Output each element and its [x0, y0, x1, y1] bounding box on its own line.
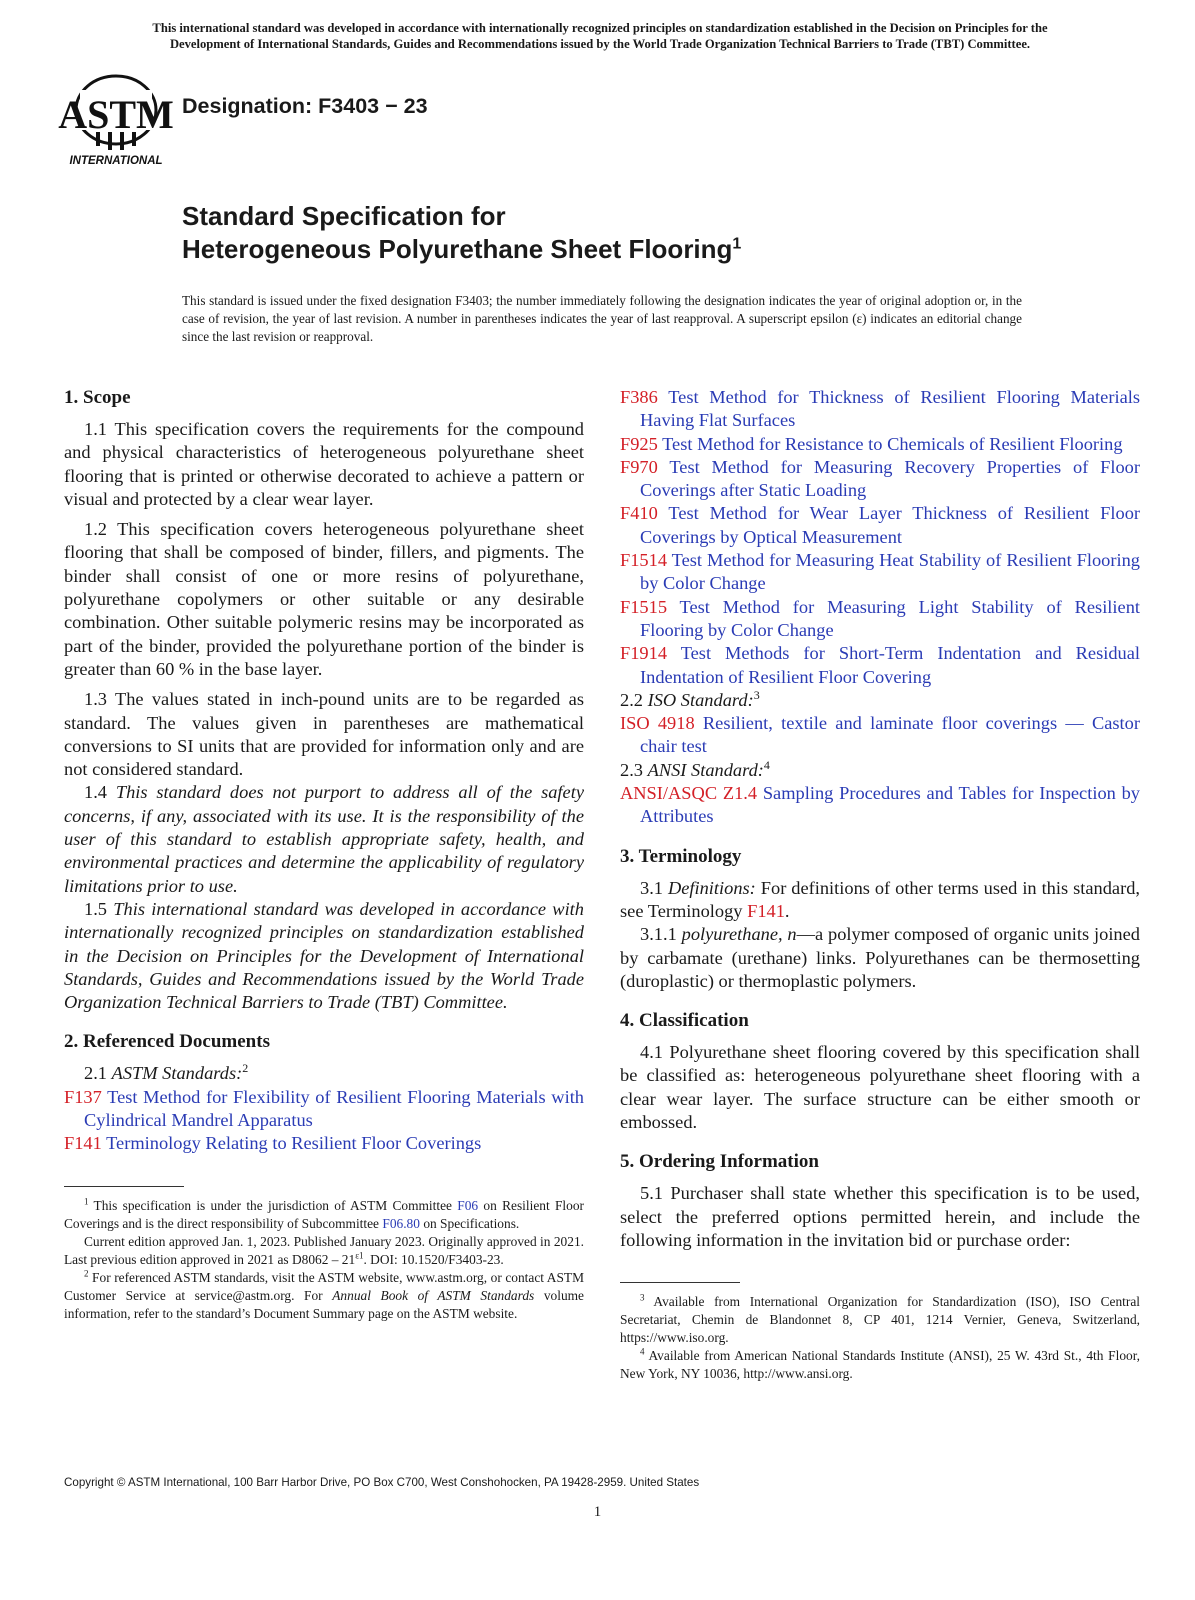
para-2-1-num: 2.1: [84, 1063, 107, 1084]
page-number: 1: [593, 1504, 602, 1520]
footnote-4: $^4$ Available from American National Standards Institute (ANSI), 25 W. 43rd St., 4th Floor, New York, NY 10036, http://www.ansi.org.: [620, 1346, 1140, 1382]
para-1-2: 1.2 This specification covers heterogeneous polyurethane sheet flooring that shall be composed of binder, fillers, and pigments. The binder shall consist of one or more resins of polyurethane, polyurethane copolymers or other suitable or any desirable combination. Other suitable polymeric resins may be incorporated as part of the binder, provided the polyurethane portion of the binder is greater than 60 % in the base layer.: [64, 519, 584, 679]
ref-title[interactable]: Test Method for Thickness of Resilient Flooring Materials Having Flat Surfaces: [640, 387, 1140, 431]
document-title: [182, 200, 741, 266]
para-1-3: 1.3 The values stated in inch-pound units are to be regarded as standard. The values given in parentheses are mathematical conversions to SI units that are provided for information only and are not considered standard.: [64, 689, 584, 780]
wto-notice: [60, 20, 1140, 52]
ref-title[interactable]: Sampling Procedures and Tables for Inspection by Attributes: [640, 783, 1140, 827]
notice-line-2: Development of International Standards, Guides and Recommendations issued by the World Trade Organization Technical Barriers to Trade (TBT) Committee.: [169, 37, 1031, 51]
ref-title[interactable]: Test Method for Measuring Heat Stability of Resilient Flooring by Color Change: [640, 550, 1140, 594]
para-2-3-num: 2.3: [620, 759, 643, 780]
ref-code[interactable]: F141: [64, 1133, 102, 1154]
para-3-1-1-text: —a polymer composed of organic units joined by carbamate (urethane) links. Polyurethanes can be thermosetting (duroplastic) or thermoplastic polymers.: [620, 924, 1140, 991]
ref-item[interactable]: [64, 1086, 584, 1133]
footnote-1-edition: [64, 1233, 584, 1269]
section-ordering-heading: 5. Ordering Information: [620, 1151, 819, 1173]
para-2-3: [620, 759, 1140, 782]
ref-code[interactable]: F137: [64, 1086, 102, 1107]
footnote-3: $^3$ Available from International Organization for Standardization (ISO), ISO Central Secretariat, Chemin de Blandonnet 8, CP 401, 1214 Vernier, Geneva, Switzerland, https://www.iso.org.: [620, 1292, 1140, 1346]
para-1-5-num: 1.5: [84, 898, 107, 919]
copyright-line: Copyright © ASTM International, 100 Barr Harbor Drive, PO Box C700, West Conshohocken, PA 19428-2959. United States: [64, 1476, 700, 1489]
footnote-1: $^1$ This specification is under the jurisdiction of ASTM Committee F06 on Resilient Floor Coverings and is the direct responsibility of Subcommittee F06.80 on Specifications.: [64, 1196, 584, 1231]
footnote-2: $^2$ For referenced ASTM standards, visit the ASTM website, www.astm.org, or contact ASTM Customer Service at service@astm.org. For Annual Book of ASTM Standards volume information, refer to the standard’s Document Summary page on the ASTM website.: [64, 1268, 584, 1321]
ref-title[interactable]: Test Methods for Short-Term Indentation and Residual Indentation of Resilient Floor Covering: [640, 643, 1141, 687]
para-2-2-label: ISO Standard:: [647, 689, 754, 710]
ref-item[interactable]: [620, 502, 1140, 549]
ref-item[interactable]: [620, 433, 1140, 456]
notice-line-1: This international standard was developed in accordance with internationally recognized principles on standardization established in the Decision on Principles for the: [152, 21, 1048, 35]
title-line-2-text: Heterogeneous Polyurethane Sheet Flooring: [182, 234, 733, 264]
fn1-text-b: on Resilient Floor Coverings and is the direct responsibility of Subcommittee: [64, 1197, 584, 1231]
issuance-statement: This standard is issued under the fixed designation F3403; the number immediately following the designation indicates the year of original adoption or, in the case of revision, the year of last revision. A number in parentheses indicates the year of last reapproval. A superscript epsilon (ε) indicates an editorial change since the last revision or reapproval.: [182, 293, 1022, 344]
ref-code[interactable]: ISO 4918: [620, 713, 695, 734]
section-classification-heading: 4. Classification: [620, 1010, 749, 1032]
ref-item[interactable]: [620, 456, 1140, 503]
astm-logo: [58, 70, 174, 168]
fn1-edition-a: Current edition approved Jan. 1, 2023. Published January 2023. Originally approved in 2021. Last previous edition approved in 2021 as D8062 – 21: [64, 1233, 584, 1267]
para-2-2-num: 2.2: [620, 689, 643, 710]
para-3-1-label: Definitions:: [667, 877, 756, 898]
fn1-link-f0680[interactable]: F06.80: [382, 1215, 420, 1231]
para-3-1-1: [620, 923, 1140, 993]
para-2-2: [620, 689, 1140, 712]
section-terminology-heading: 3. Terminology: [620, 845, 742, 867]
ref-title[interactable]: Test Method for Resistance to Chemicals of Resilient Flooring: [662, 433, 1123, 454]
para-4-1: 4.1 Polyurethane sheet flooring covered by this specification shall be classified as: heterogeneous polyurethane sheet flooring with a clear wear layer. The surface structure can be either smooth or embossed.: [620, 1042, 1140, 1133]
title-line-2: [182, 233, 741, 266]
ref-title[interactable]: Test Method for Wear Layer Thickness of Resilient Floor Coverings by Optical Measurement: [640, 503, 1141, 547]
para-1-5-text: This international standard was developed in accordance with internationally recognized principles on standardization established in the Decision on Principles for the Development of International Standards, Guides and Recommendations issued by the World Trade Organization Technical Barriers to Trade (TBT) Committee.: [64, 898, 584, 1013]
fn4-text: Available from American National Standards Institute (ANSI), 25 W. 43rd St., 4th Floor, New York, NY 10036, http://www.ansi.org.: [620, 1348, 1140, 1382]
para-1-4: [64, 781, 584, 897]
para-3-1-1-term: polyurethane, n: [681, 924, 797, 945]
ref-code[interactable]: F1514: [620, 550, 668, 571]
ref-item-ansi[interactable]: [620, 782, 1140, 829]
fn2-text-a: For referenced ASTM standards, visit the ASTM website, www.astm.org, or contact ASTM Customer Service at service@astm.org. For: [64, 1269, 584, 1303]
ref-title[interactable]: Test Method for Flexibility of Resilient Flooring Materials with Cylindrical Mandrel Apparatus: [84, 1086, 584, 1131]
para-3-1-num: 3.1: [640, 877, 663, 898]
para-2-1-sup: 2: [242, 1061, 249, 1076]
para-3-1-1-num: 3.1.1: [640, 924, 677, 945]
logo-subtext: INTERNATIONAL: [69, 155, 163, 167]
ref-title[interactable]: Test Method for Measuring Light Stability of Resilient Flooring by Color Change: [640, 596, 1140, 640]
section-refs-heading: 2. Referenced Documents: [64, 1031, 270, 1053]
ref-item[interactable]: [620, 642, 1140, 689]
ref-code[interactable]: F386: [620, 387, 658, 407]
ref-title[interactable]: Terminology Relating to Resilient Floor Coverings: [106, 1133, 482, 1154]
para-2-2-sup: 3: [753, 687, 760, 702]
ref-code[interactable]: F970: [620, 456, 658, 477]
left-column: [64, 386, 584, 1323]
para-2-3-label: ANSI Standard:: [647, 759, 764, 780]
para-3-1-ref-link[interactable]: F141: [747, 900, 785, 921]
fn3-text: Available from International Organization for Standardization (ISO), ISO Central Secretariat, Chemin de Blandonnet 8, CP 401, 1214 Vernier, Geneva, Switzerland, https://www.iso.org.: [620, 1294, 1140, 1346]
fn1-text-c: on Specifications.: [423, 1215, 520, 1231]
fn1-edition-b: . DOI: 10.1520/F3403-23.: [363, 1251, 504, 1267]
para-2-1-label: ASTM Standards:: [111, 1063, 243, 1084]
ref-item[interactable]: [620, 386, 1140, 433]
ref-code[interactable]: F1515: [620, 596, 668, 617]
ref-item[interactable]: [620, 549, 1140, 596]
ref-item[interactable]: [64, 1132, 584, 1155]
para-1-4-num: 1.4: [84, 782, 107, 803]
ref-code[interactable]: F410: [620, 503, 658, 524]
title-footnote-mark: 1: [732, 235, 742, 253]
ref-item-iso[interactable]: [620, 712, 1140, 759]
fn2-text-b: volume information, refer to the standard’s Document Summary page on the ASTM website.: [64, 1287, 584, 1321]
designation: Designation: F3403 − 23: [182, 94, 428, 118]
ref-code[interactable]: ANSI/ASQC Z1.4: [620, 783, 758, 804]
para-2-1: [64, 1062, 584, 1085]
ref-item[interactable]: [620, 596, 1140, 643]
footnote-divider: [620, 1282, 740, 1283]
ref-title[interactable]: Resilient, textile and laminate floor coverings — Castor chair test: [640, 713, 1140, 757]
ref-title[interactable]: Test Method for Measuring Recovery Properties of Floor Coverings after Static Loading: [640, 456, 1141, 501]
para-2-3-sup: 4: [763, 757, 770, 772]
ref-code[interactable]: F1914: [620, 643, 668, 664]
para-1-5: [64, 898, 584, 1014]
para-3-1-text: For definitions of other terms used in this standard, see Terminology: [620, 877, 1140, 921]
astm-logo-icon: [58, 70, 174, 168]
para-1-1: 1.1 This specification covers the requirements for the compound and physical characteristics of heterogeneous polyurethane sheet flooring that is printed or otherwise decorated to achieve a pattern or visual and protected by a clear wear layer.: [64, 419, 584, 509]
title-line-1: Standard Specification for: [182, 201, 506, 231]
fn1-link-f06[interactable]: F06: [457, 1197, 479, 1213]
ref-code[interactable]: F925: [620, 433, 658, 454]
section-scope-heading: 1. Scope: [64, 387, 131, 408]
logo-text: ASTM: [58, 92, 174, 137]
fn1-text-a: This specification is under the jurisdiction of ASTM Committee: [93, 1197, 452, 1213]
para-3-1: 3.1 Definitions: For definitions of other terms used in this standard, see Terminology F141.: [620, 877, 1140, 921]
footnote-divider: [64, 1186, 184, 1187]
right-column: [620, 386, 1140, 1383]
fn1-edition-sup: ε1: [355, 1250, 364, 1261]
para-5-1: 5.1 Purchaser shall state whether this specification is to be used, select the preferred options permitted herein, and include the following information in the invitation bid or purchase order:: [620, 1183, 1140, 1250]
fn2-italic: Annual Book of ASTM Standards: [332, 1287, 535, 1303]
para-1-4-text: This standard does not purport to address all of the safety concerns, if any, associated with its use. It is the responsibility of the user of this standard to establish appropriate safety, health, and environmental practices and determine the applicability of regulatory limitations prior to use.: [64, 782, 584, 896]
